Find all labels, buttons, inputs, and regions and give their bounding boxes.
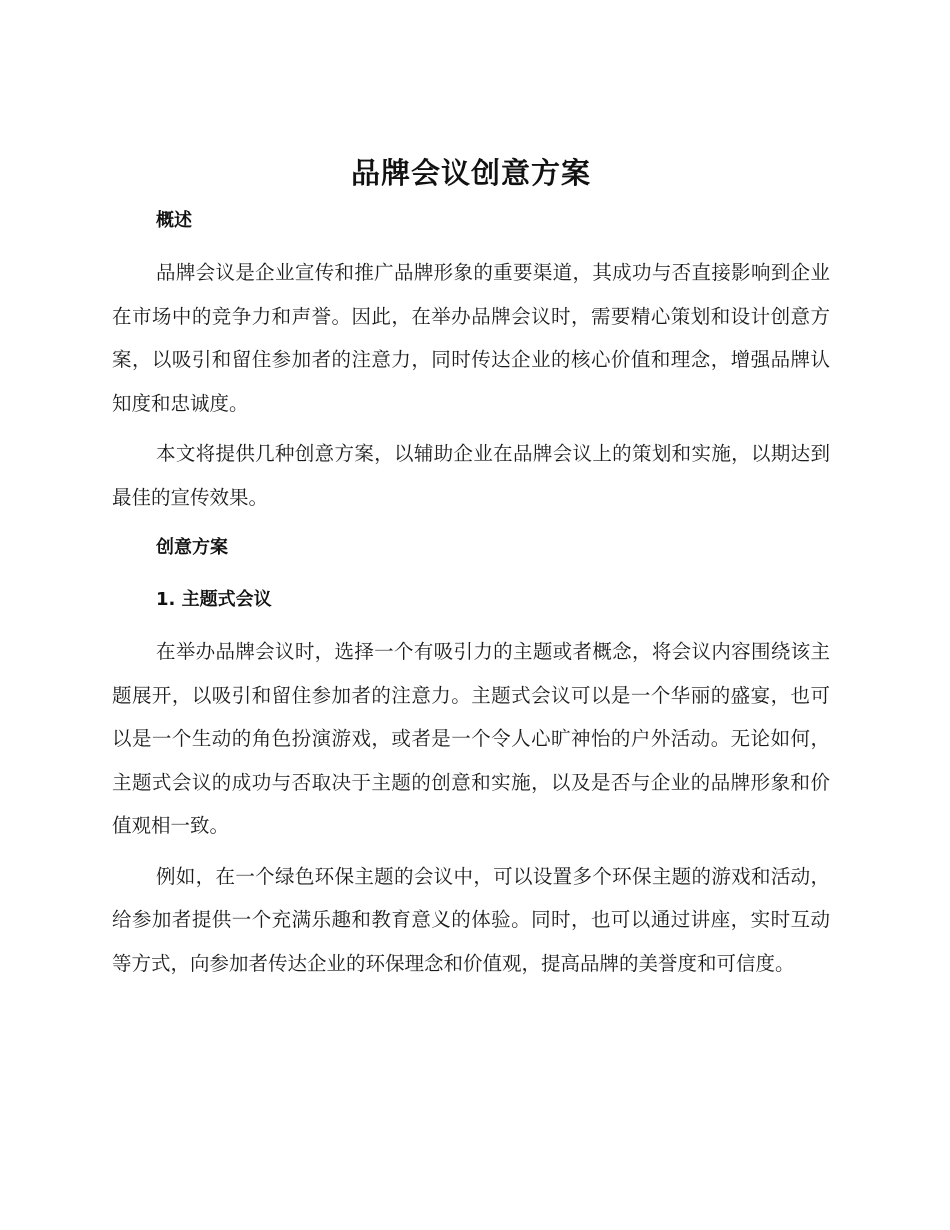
overview-paragraph-1: 品牌会议是企业宣传和推广品牌形象的重要渠道，其成功与否直接影响到企业在市场中的竞争力和声誉。因此，在举办品牌会议时，需要精心策划和设计创意方案，以吸引和留住参加者的注意力，同时传达企业的核心价值和理念，增强品牌认知度和忠诚度。 bbox=[112, 261, 830, 415]
theme-meeting-paragraph-2: 例如，在一个绿色环保主题的会议中，可以设置多个环保主题的游戏和活动，给参加者提供一个充满乐趣和教育意义的体验。同时，也可以通过讲座，实时互动等方式，向参加者传达企业的环保理念和价值观，提高品牌的美誉度和可信度。 bbox=[112, 864, 830, 975]
subsection-heading-theme-meeting: 1. 主题式会议 bbox=[156, 589, 272, 610]
theme-meeting-paragraph-1: 在举办品牌会议时，选择一个有吸引力的主题或者概念，将会议内容围绕该主题展开，以吸引和留住参加者的注意力。主题式会议可以是一个华丽的盛宴，也可以是一个生动的角色扮演游戏，或者是一个令人心旷神怡的户外活动。无论如何，主题式会议的成功与否取决于主题的创意和实施，以及是否与企业的品牌形象和价值观相一致。 bbox=[112, 640, 830, 837]
section-heading-overview: 概述 bbox=[156, 210, 192, 231]
overview-paragraph-2: 本文将提供几种创意方案，以辅助企业在品牌会议上的策划和实施，以期达到最佳的宣传效果。 bbox=[112, 442, 830, 509]
section-heading-plans: 创意方案 bbox=[156, 537, 228, 558]
page-title: 品牌会议创意方案 bbox=[350, 156, 591, 190]
document-body bbox=[112, 148, 830, 985]
